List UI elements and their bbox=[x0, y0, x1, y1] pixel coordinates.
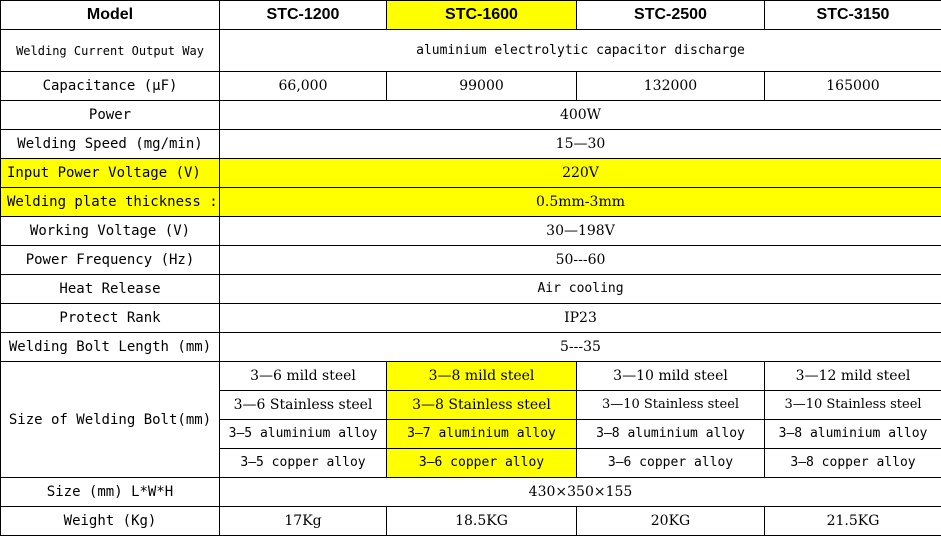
label-speed: Welding Speed (mg/min) bbox=[1, 130, 220, 159]
label-weight: Weight (Kg) bbox=[1, 507, 220, 536]
header-row bbox=[1, 1, 941, 30]
row-power bbox=[1, 101, 941, 130]
label-power: Power bbox=[1, 101, 220, 130]
label-heat-release: Heat Release bbox=[1, 275, 220, 304]
bolt-aluminium-stc-3150: 3—8 aluminium alloy bbox=[765, 420, 941, 449]
label-bolt-size: Size of Welding Bolt(mm) bbox=[1, 362, 220, 478]
bolt-stainless-stc-3150: 3—10 Stainless steel bbox=[765, 391, 941, 420]
label-capacitance: Capacitance (μF) bbox=[1, 72, 220, 101]
bolt-mild-stc-2500: 3—10 mild steel bbox=[577, 362, 765, 391]
row-bolt-mild-steel bbox=[1, 362, 941, 391]
bolt-mild-stc-3150: 3—12 mild steel bbox=[765, 362, 941, 391]
bolt-copper-stc-3150: 3—8 copper alloy bbox=[765, 449, 941, 478]
value-working-voltage: 30—198V bbox=[220, 217, 941, 246]
value-output-way: aluminium electrolytic capacitor discharge bbox=[220, 30, 941, 72]
label-output-way: Welding Current Output Way bbox=[1, 30, 220, 72]
header-stc-2500: STC-2500 bbox=[577, 1, 765, 30]
label-input-voltage: Input Power Voltage (V) bbox=[1, 159, 220, 188]
row-speed bbox=[1, 130, 941, 159]
value-input-voltage: 220V bbox=[220, 159, 941, 188]
value-bolt-length: 5---35 bbox=[220, 333, 941, 362]
header-stc-3150: STC-3150 bbox=[765, 1, 941, 30]
weight-stc-1200: 17Kg bbox=[220, 507, 387, 536]
header-model: Model bbox=[1, 1, 220, 30]
label-size: Size (mm) L*W*H bbox=[1, 478, 220, 507]
row-protect-rank bbox=[1, 304, 941, 333]
capacitance-stc-1600: 99000 bbox=[387, 72, 577, 101]
bolt-copper-stc-1200: 3—5 copper alloy bbox=[220, 449, 387, 478]
bolt-aluminium-stc-1200: 3—5 aluminium alloy bbox=[220, 420, 387, 449]
row-working-voltage bbox=[1, 217, 941, 246]
bolt-copper-stc-1600: 3—6 copper alloy bbox=[387, 449, 577, 478]
bolt-stainless-stc-1600: 3—8 Stainless steel bbox=[387, 391, 577, 420]
bolt-stainless-stc-1200: 3—6 Stainless steel bbox=[220, 391, 387, 420]
bolt-copper-stc-2500: 3—6 copper alloy bbox=[577, 449, 765, 478]
label-frequency: Power Frequency (Hz) bbox=[1, 246, 220, 275]
value-frequency: 50---60 bbox=[220, 246, 941, 275]
row-capacitance bbox=[1, 72, 941, 101]
label-bolt-length: Welding Bolt Length (mm) bbox=[1, 333, 220, 362]
row-plate-thickness bbox=[1, 188, 941, 217]
capacitance-stc-2500: 132000 bbox=[577, 72, 765, 101]
row-bolt-length bbox=[1, 333, 941, 362]
value-heat-release: Air cooling bbox=[220, 275, 941, 304]
value-plate-thickness: 0.5mm-3mm bbox=[220, 188, 941, 217]
label-protect-rank: Protect Rank bbox=[1, 304, 220, 333]
bolt-aluminium-stc-2500: 3—8 aluminium alloy bbox=[577, 420, 765, 449]
bolt-stainless-stc-2500: 3—10 Stainless steel bbox=[577, 391, 765, 420]
weight-stc-3150: 21.5KG bbox=[765, 507, 941, 536]
header-stc-1200: STC-1200 bbox=[220, 1, 387, 30]
value-size: 430×350×155 bbox=[220, 478, 941, 507]
bolt-mild-stc-1200: 3—6 mild steel bbox=[220, 362, 387, 391]
row-frequency bbox=[1, 246, 941, 275]
capacitance-stc-1200: 66,000 bbox=[220, 72, 387, 101]
capacitance-stc-3150: 165000 bbox=[765, 72, 941, 101]
value-speed: 15—30 bbox=[220, 130, 941, 159]
row-size bbox=[1, 478, 941, 507]
label-plate-thickness: Welding plate thickness : bbox=[1, 188, 220, 217]
header-stc-1600: STC-1600 bbox=[387, 1, 577, 30]
label-working-voltage: Working Voltage (V) bbox=[1, 217, 220, 246]
bolt-aluminium-stc-1600: 3—7 aluminium alloy bbox=[387, 420, 577, 449]
weight-stc-1600: 18.5KG bbox=[387, 507, 577, 536]
row-weight bbox=[1, 507, 941, 536]
value-power: 400W bbox=[220, 101, 941, 130]
bolt-mild-stc-1600: 3—8 mild steel bbox=[387, 362, 577, 391]
row-input-voltage bbox=[1, 159, 941, 188]
row-heat-release bbox=[1, 275, 941, 304]
row-output-way bbox=[1, 30, 941, 72]
weight-stc-2500: 20KG bbox=[577, 507, 765, 536]
value-protect-rank: IP23 bbox=[220, 304, 941, 333]
